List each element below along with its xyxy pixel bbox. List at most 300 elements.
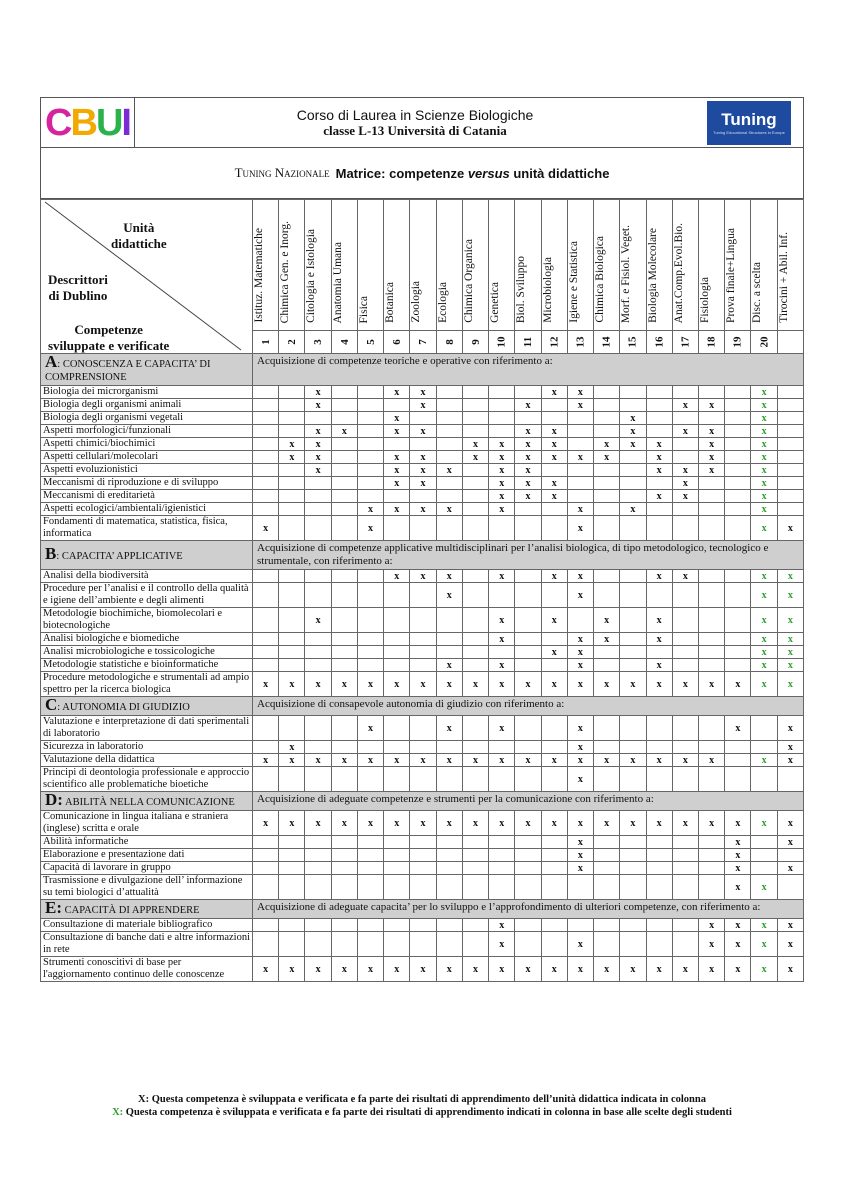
matrix-cell [253,862,279,875]
matrix-cell [436,451,462,464]
matrix-cell-mark: x [253,516,279,541]
table-row [41,464,804,477]
matrix-cell-mark: x [777,862,803,875]
matrix-cell [594,767,620,792]
matrix-cell [279,919,305,932]
column-header-unit [384,200,410,331]
matrix-cell [541,464,567,477]
unit-label: Prova finale+Lingua [725,228,738,323]
matrix-cell [489,862,515,875]
matrix-cell [620,716,646,741]
matrix-cell-mark: x [515,754,541,767]
matrix-cell [515,386,541,399]
matrix-cell-mark: x [567,836,593,849]
legend-black-key: X: [138,1094,150,1105]
matrix-cell [357,862,383,875]
matrix-cell-mark: x [410,425,436,438]
matrix-cell [410,608,436,633]
matrix-cell-mark: x [436,716,462,741]
matrix-cell [462,583,488,608]
column-header-unit [253,200,279,331]
matrix-cell-mark: x [384,412,410,425]
matrix-cell-mark: x [567,741,593,754]
matrix-cell [410,659,436,672]
matrix-cell [384,516,410,541]
matrix-cell-mark: x [253,811,279,836]
matrix-cell [725,399,751,412]
matrix-cell-green-mark: x [751,957,777,982]
matrix-cell-mark: x [410,672,436,697]
matrix-cell-mark: x [279,741,305,754]
matrix-cell [384,490,410,503]
matrix-cell-mark: x [515,477,541,490]
matrix-cell [620,516,646,541]
matrix-cell-mark: x [331,957,357,982]
matrix-cell-mark: x [541,754,567,767]
matrix-cell [462,646,488,659]
competence-label: Abilità informatiche [41,836,253,849]
matrix-cell-mark: x [777,516,803,541]
matrix-cell [279,875,305,900]
matrix-cell [541,932,567,957]
matrix-cell [253,633,279,646]
matrix-cell [253,412,279,425]
matrix-cell-mark: x [384,386,410,399]
unit-label: Chimica Biologica [594,236,607,323]
matrix-cell [410,438,436,451]
matrix-cell [541,399,567,412]
column-header-unit [751,200,777,331]
matrix-cell [620,862,646,875]
matrix-cell-mark: x [541,477,567,490]
unit-label: Genetica [489,282,502,323]
matrix-cell-mark: x [594,811,620,836]
section-header-row [41,697,804,716]
matrix-cell [253,570,279,583]
course-title: Corso di Laurea in Scienze Biologiche [296,106,534,123]
column-number [777,331,803,354]
matrix-cell-mark: x [777,741,803,754]
matrix-cell [541,716,567,741]
column-number: 4 [331,331,357,354]
matrix-cell [384,862,410,875]
competence-label: Analisi microbiologiche e tossicologiche [41,646,253,659]
matrix-cell-mark: x [725,849,751,862]
matrix-cell-mark: x [357,811,383,836]
matrix-cell-mark: x [357,716,383,741]
matrix-cell [253,659,279,672]
matrix-cell-mark: x [410,570,436,583]
matrix-cell-green-mark: x [777,646,803,659]
matrix-cell [357,570,383,583]
matrix-cell [646,741,672,754]
matrix-cell [357,477,383,490]
matrix-cell-mark: x [384,754,410,767]
matrix-cell [515,608,541,633]
table-row [41,767,804,792]
matrix-cell-mark: x [462,438,488,451]
matrix-cell [777,412,803,425]
matrix-cell [698,767,724,792]
matrix-cell-mark: x [541,608,567,633]
matrix-cell [646,875,672,900]
matrix-cell [279,490,305,503]
matrix-cell [751,862,777,875]
matrix-cell [594,919,620,932]
matrix-cell [515,503,541,516]
matrix-cell [436,425,462,438]
competence-label: Analisi biologiche e biomediche [41,633,253,646]
document-header [40,97,804,148]
cbui-logo [41,98,135,147]
table-row [41,399,804,412]
matrix-cell-mark: x [305,399,331,412]
matrix-cell [279,464,305,477]
matrix-cell [672,503,698,516]
matrix-cell [357,412,383,425]
matrix-cell [331,608,357,633]
matrix-cell [436,849,462,862]
matrix-cell [620,477,646,490]
unit-label: Anatomia Umana [331,241,344,323]
matrix-cell [594,490,620,503]
matrix-cell-mark: x [489,919,515,932]
tuning-logo-caption: Tuning Educational Structures in Europe [713,130,785,135]
competence-label: Trasmissione e divulgazione dell’ informazione su temi biologici d’attualità [41,875,253,900]
competence-label: Consultazione di banche dati e altre informazioni in rete [41,932,253,957]
matrix-cell [462,633,488,646]
matrix-cell [594,516,620,541]
section-header-row [41,354,804,386]
matrix-cell [515,516,541,541]
matrix-cell-mark: x [489,957,515,982]
matrix-cell [253,608,279,633]
matrix-cell-mark: x [515,438,541,451]
matrix-cell [357,849,383,862]
matrix-cell-mark: x [515,490,541,503]
matrix-cell-mark: x [410,477,436,490]
matrix-cell [698,633,724,646]
matrix-cell-mark: x [594,672,620,697]
matrix-cell-green-mark: x [777,608,803,633]
matrix-cell [331,399,357,412]
matrix-cell [646,386,672,399]
matrix-cell-mark: x [305,451,331,464]
matrix-cell [462,862,488,875]
matrix-cell-mark: x [253,672,279,697]
column-number: 11 [515,331,541,354]
matrix-cell [594,836,620,849]
matrix-cell-mark: x [672,672,698,697]
matrix-cell-mark: x [410,451,436,464]
matrix-cell [305,862,331,875]
section-description: Acquisizione di adeguate capacita’ per lo sviluppo e l’approfondimento di ulteriori competenze, con riferimento a: [253,900,804,919]
column-header-unit [567,200,593,331]
matrix-cell [357,919,383,932]
matrix-cell [331,451,357,464]
matrix-cell [279,570,305,583]
matrix-cell [725,425,751,438]
matrix-cell-green-mark: x [751,464,777,477]
matrix-cell [331,412,357,425]
matrix-cell [541,583,567,608]
matrix-cell [305,919,331,932]
matrix-cell [410,919,436,932]
matrix-cell [305,477,331,490]
matrix-cell [541,412,567,425]
matrix-cell-mark: x [567,932,593,957]
matrix-cell [384,659,410,672]
column-header-unit [594,200,620,331]
matrix-cell-mark: x [567,957,593,982]
matrix-cell [279,659,305,672]
matrix-cell-green-mark: x [751,659,777,672]
competence-label: Valutazione e interpretazione di dati sperimentali di laboratorio [41,716,253,741]
matrix-cell [357,386,383,399]
matrix-cell [725,412,751,425]
matrix-cell-mark: x [279,451,305,464]
matrix-cell-mark: x [384,503,410,516]
matrix-cell [620,836,646,849]
matrix-cell [594,412,620,425]
matrix-cell [462,919,488,932]
matrix-cell-mark: x [567,583,593,608]
matrix-cell [515,583,541,608]
matrix-cell-mark: x [489,570,515,583]
matrix-cell [620,608,646,633]
matrix-cell-mark: x [725,862,751,875]
matrix-cell [646,646,672,659]
matrix-cell-mark: x [489,438,515,451]
unit-label: Igiene e Statistica [567,241,580,323]
matrix-cell [620,399,646,412]
corner-descriptors-label: Descrittori di Dublino [48,272,108,303]
matrix-cell [253,583,279,608]
matrix-cell-mark: x [777,836,803,849]
matrix-cell-mark: x [436,811,462,836]
matrix-cell-mark: x [305,464,331,477]
matrix-cell-green-mark: x [777,583,803,608]
matrix-cell-mark: x [279,672,305,697]
matrix-cell [698,503,724,516]
column-number: 5 [357,331,383,354]
matrix-cell-mark: x [567,672,593,697]
matrix-cell [357,425,383,438]
matrix-cell-green-mark: x [751,570,777,583]
column-number: 14 [594,331,620,354]
matrix-cell-mark: x [725,919,751,932]
matrix-cell-mark: x [436,659,462,672]
matrix-cell-mark: x [410,754,436,767]
matrix-cell [646,516,672,541]
competence-label: Procedure metodologiche e strumentali ad ampio spettro per la ricerca biologica [41,672,253,697]
matrix-cell-mark: x [672,425,698,438]
matrix-cell [436,412,462,425]
matrix-cell-mark: x [725,957,751,982]
column-number: 1 [253,331,279,354]
matrix-cell [541,516,567,541]
matrix-cell [305,646,331,659]
matrix-cell [515,849,541,862]
matrix-cell-green-mark: x [751,646,777,659]
column-header-unit [279,200,305,331]
matrix-cell-mark: x [305,425,331,438]
matrix-cell-green-mark: x [751,932,777,957]
matrix-cell [410,862,436,875]
section-header-row [41,792,804,811]
matrix-title-part2: unità didattiche [509,165,610,181]
competence-label: Principi di deontologia professionale e approccio scientifico alle problematiche bioetiche [41,767,253,792]
matrix-cell [725,516,751,541]
matrix-cell [410,741,436,754]
column-number: 8 [436,331,462,354]
matrix-cell-mark: x [620,412,646,425]
column-number: 19 [725,331,751,354]
matrix-cell-mark: x [384,451,410,464]
matrix-cell-mark: x [357,754,383,767]
matrix-cell [515,919,541,932]
matrix-cell-mark: x [515,672,541,697]
column-number: 3 [305,331,331,354]
matrix-cell [357,399,383,412]
matrix-cell [279,399,305,412]
matrix-title-part1: Matrice: competenze [335,165,468,181]
legend-black-text: Questa competenza è sviluppata e verificata e fa parte dei risultati di apprendimento dell’unità didattica indicata in colonna [149,1094,706,1105]
matrix-cell [725,741,751,754]
section-description: Acquisizione di competenze teoriche e operative con riferimento a: [253,354,804,386]
matrix-cell-green-mark: x [751,583,777,608]
matrix-cell [698,516,724,541]
matrix-cell [646,412,672,425]
matrix-cell [462,932,488,957]
unit-label: Biol. Sviluppo [515,255,528,323]
matrix-cell [436,477,462,490]
matrix-cell [672,836,698,849]
matrix-cell-mark: x [357,957,383,982]
matrix-cell [253,849,279,862]
matrix-cell [646,716,672,741]
matrix-cell [410,932,436,957]
course-subtitle: classe L-13 Università di Catania [323,122,507,138]
matrix-cell [698,386,724,399]
table-row [41,503,804,516]
matrix-cell-green-mark: x [751,633,777,646]
matrix-cell [357,451,383,464]
matrix-cell-green-mark: x [751,516,777,541]
matrix-cell [462,741,488,754]
table-row [41,490,804,503]
matrix-cell-green-mark: x [751,451,777,464]
matrix-cell-mark: x [489,490,515,503]
matrix-cell [594,659,620,672]
section-title: E: CAPACITÀ DI APPRENDERE [41,900,253,919]
matrix-cell [357,932,383,957]
matrix-cell [515,932,541,957]
legend-black [40,1093,804,1106]
legend [40,1093,804,1119]
matrix-cell-mark: x [777,932,803,957]
matrix-cell [567,464,593,477]
matrix-cell-mark: x [331,425,357,438]
matrix-cell-mark: x [646,957,672,982]
matrix-cell-mark: x [436,583,462,608]
matrix-cell [462,425,488,438]
matrix-cell [489,399,515,412]
matrix-cell [436,862,462,875]
matrix-cell-mark: x [305,811,331,836]
table-row [41,672,804,697]
matrix-cell [331,836,357,849]
column-number: 20 [751,331,777,354]
matrix-cell [331,659,357,672]
matrix-cell [305,503,331,516]
matrix-cell [541,875,567,900]
matrix-cell [253,932,279,957]
column-header-unit [331,200,357,331]
matrix-cell [462,503,488,516]
matrix-cell [357,583,383,608]
matrix-cell [672,919,698,932]
matrix-cell [305,633,331,646]
matrix-cell [436,438,462,451]
matrix-cell-mark: x [646,811,672,836]
matrix-cell-mark: x [567,862,593,875]
matrix-cell-mark: x [436,672,462,697]
matrix-cell [436,608,462,633]
matrix-cell-mark: x [672,754,698,767]
matrix-cell [436,875,462,900]
matrix-cell [725,477,751,490]
column-header-unit [489,200,515,331]
matrix-cell-mark: x [698,932,724,957]
matrix-cell-mark: x [567,659,593,672]
matrix-cell [253,490,279,503]
matrix-cell [541,862,567,875]
matrix-cell [489,583,515,608]
matrix-cell [620,875,646,900]
matrix-cell [698,659,724,672]
matrix-cell [725,386,751,399]
matrix-cell [515,659,541,672]
matrix-cell [384,875,410,900]
matrix-cell [725,490,751,503]
matrix-cell [620,646,646,659]
matrix-cell [279,716,305,741]
matrix-cell-mark: x [410,399,436,412]
matrix-cell [725,583,751,608]
matrix-cell [489,646,515,659]
matrix-cell-green-mark: x [751,811,777,836]
matrix-cell [489,741,515,754]
matrix-cell [305,932,331,957]
matrix-cell [489,386,515,399]
matrix-cell-green-mark: x [777,570,803,583]
matrix-cell [384,849,410,862]
matrix-cell [384,646,410,659]
matrix-cell [357,875,383,900]
matrix-cell-mark: x [305,754,331,767]
matrix-cell [698,608,724,633]
matrix-cell [646,932,672,957]
matrix-cell [489,516,515,541]
matrix-cell-mark: x [777,811,803,836]
matrix-cell-mark: x [672,399,698,412]
matrix-cell [384,633,410,646]
matrix-cell-mark: x [410,503,436,516]
matrix-cell-mark: x [646,659,672,672]
matrix-cell-mark: x [672,957,698,982]
matrix-cell-mark: x [620,438,646,451]
